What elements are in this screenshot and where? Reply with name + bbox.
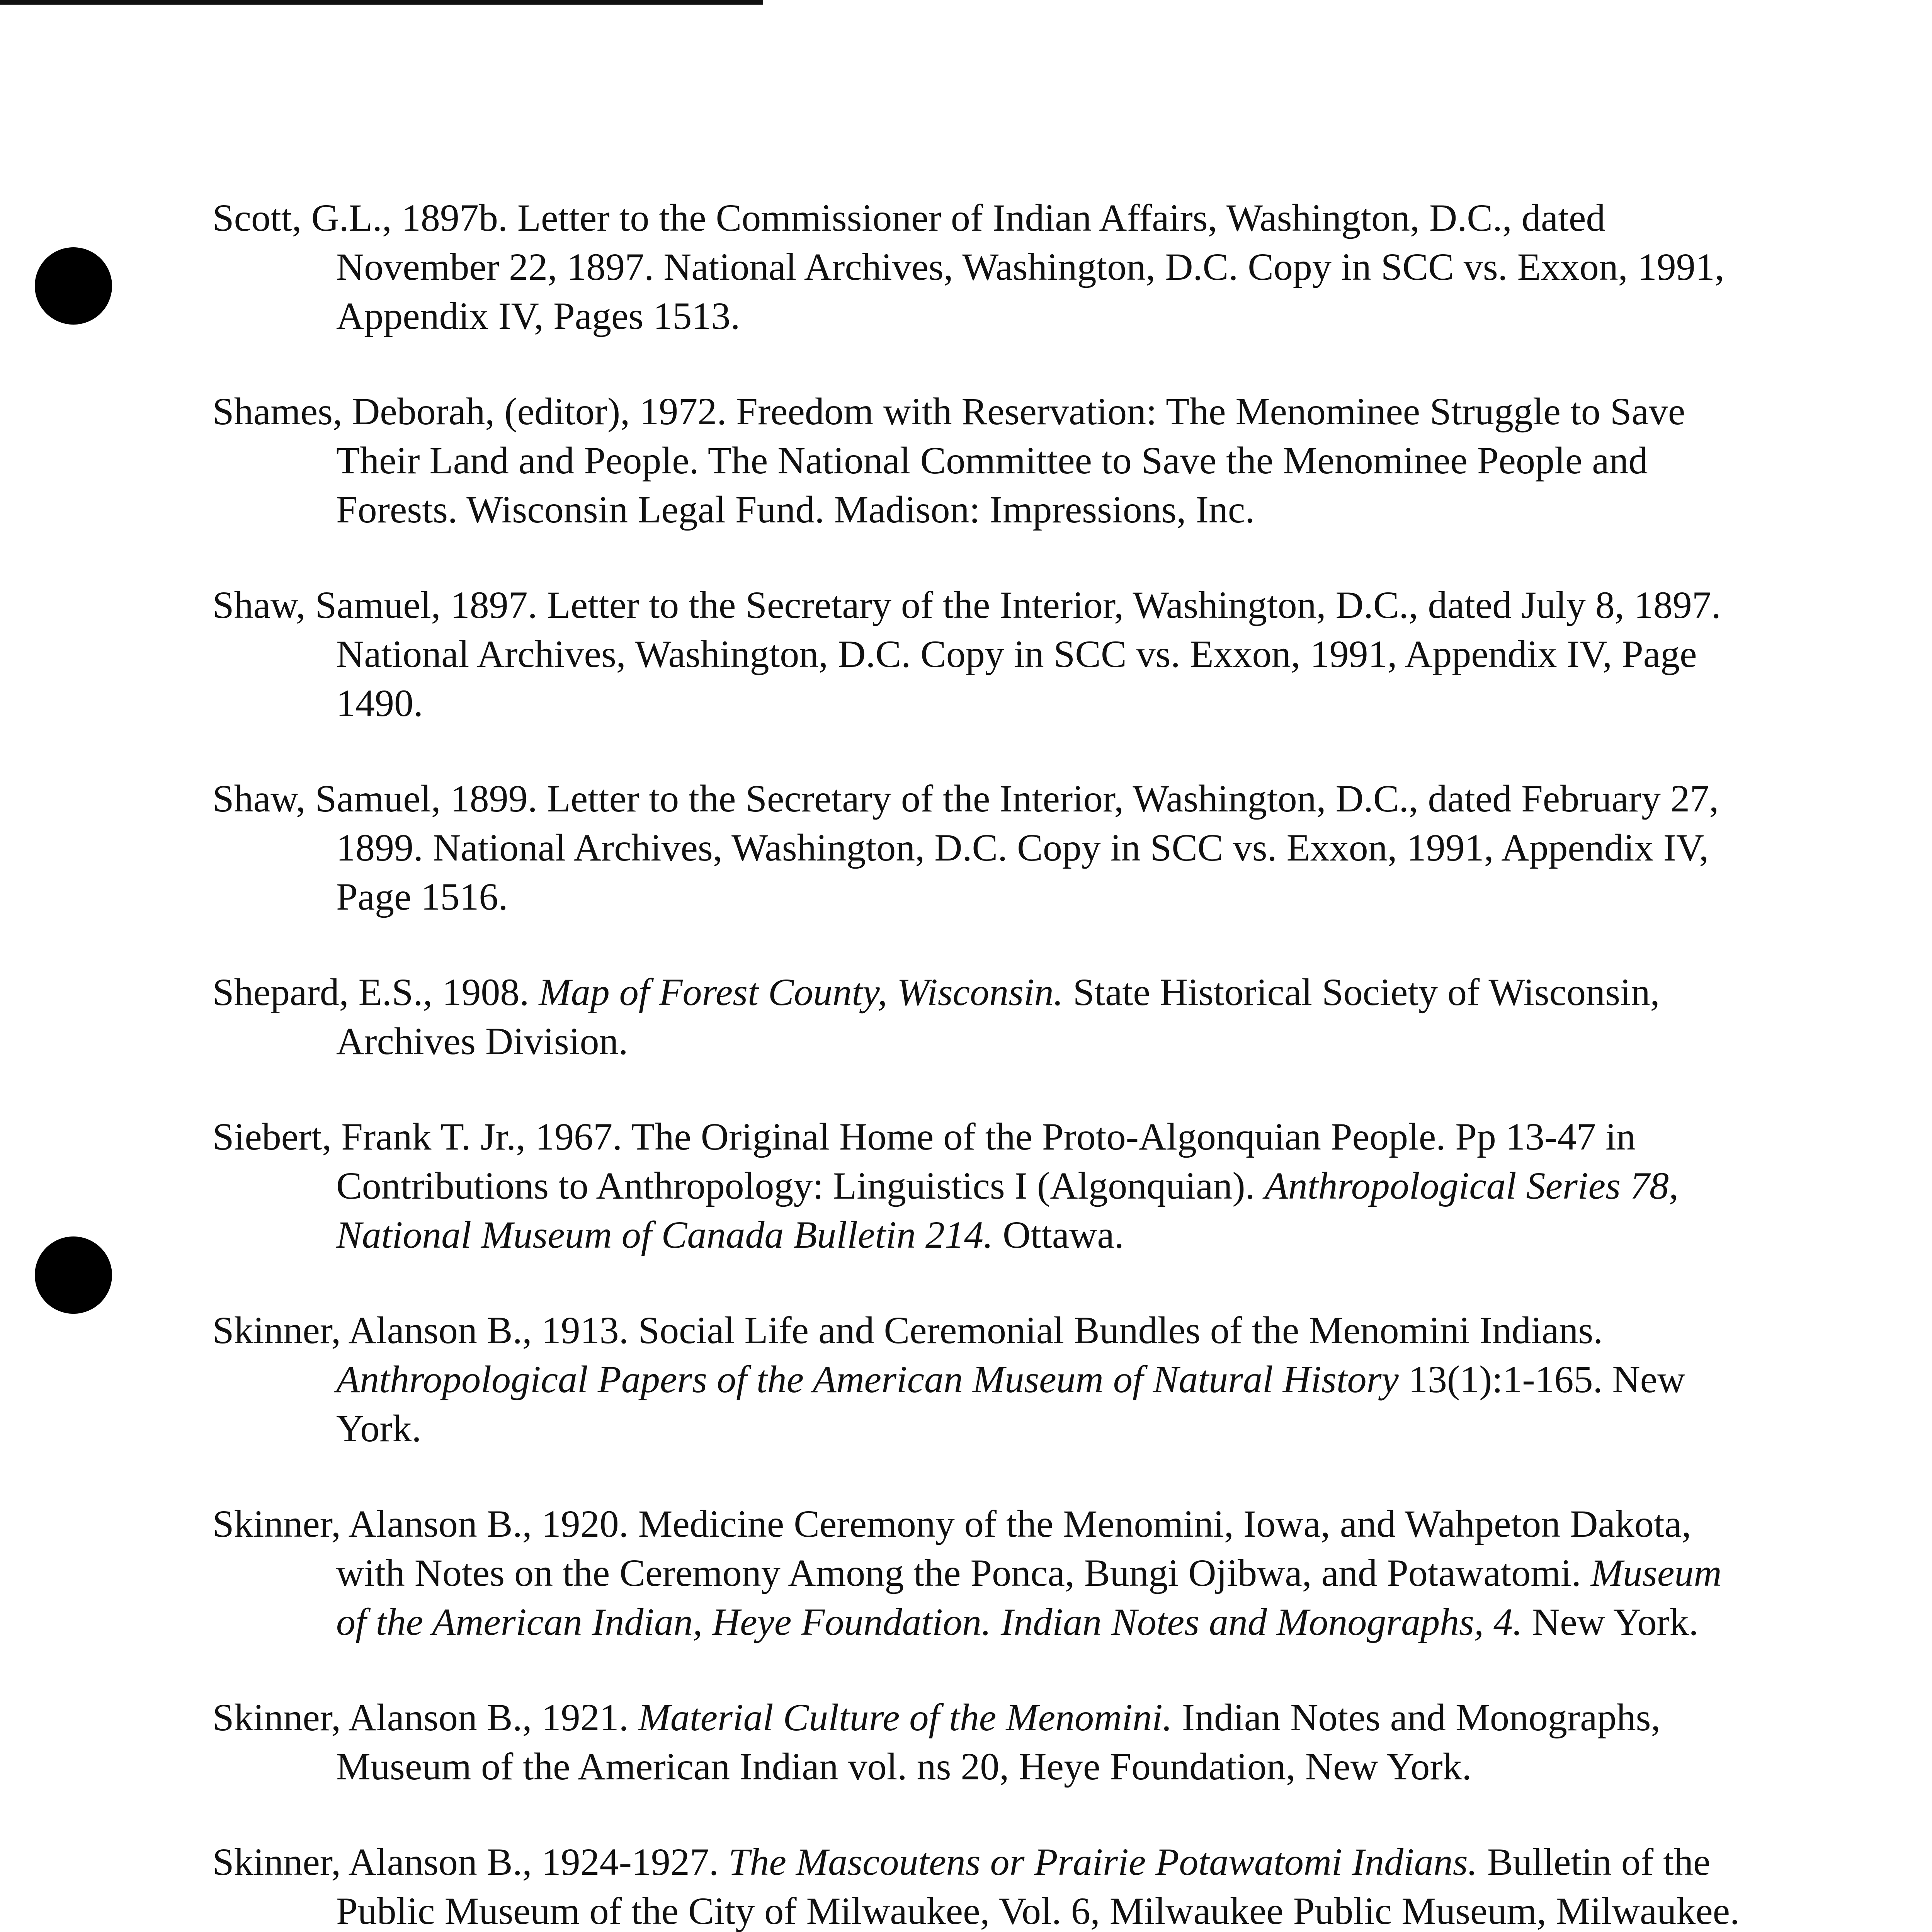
reference-entry [213, 774, 1750, 921]
reference-text: Shaw, Samuel, 1897. Letter to the Secretary of the Interior, Washington, D.C., dated July 8, 1897. National Archives, Washington, D.C. Copy in SCC vs. Exxon, 1991, Appendix IV, Page 1490. [213, 583, 1721, 724]
reference-italic-title: Anthropological Series 78, National Museum of Canada Bulletin 214. [336, 1164, 1679, 1256]
reference-text: 13(1):1-165. New York. [336, 1358, 1685, 1450]
reference-text: Skinner, Alanson B., 1924-1927. [213, 1840, 728, 1883]
reference-entry [213, 1837, 1750, 1932]
reference-entry [213, 1693, 1750, 1791]
reference-text: Shaw, Samuel, 1899. Letter to the Secretary of the Interior, Washington, D.C., dated February 27, 1899. National Archives, Washington, D.C. Copy in SCC vs. Exxon, 1991, Appendix IV, Page 1516. [213, 777, 1719, 918]
reference-text: Skinner, Alanson B., 1913. Social Life and Ceremonial Bundles of the Menomini Indians. [213, 1309, 1603, 1352]
reference-italic-title: Anthropological Papers of the American Museum of Natural History [336, 1358, 1399, 1401]
reference-text: Skinner, Alanson B., 1920. Medicine Ceremony of the Menomini, Iowa, and Wahpeton Dakota, with Notes on the Ceremony Among the Ponca, Bungi Ojibwa, and Potawatomi. [213, 1502, 1692, 1594]
reference-text: Shames, Deborah, (editor), 1972. Freedom with Reservation: The Menominee Struggle to Save Their Land and People. The National Committee to Save the Menominee People and Forests. Wisconsin Legal Fund. Madison: Impressions, Inc. [213, 390, 1685, 531]
binder-hole-top [35, 247, 112, 325]
reference-italic-title: Map of Forest County, Wisconsin. [539, 971, 1063, 1014]
binder-hole-middle [35, 1236, 112, 1314]
reference-text: Siebert, Frank T. Jr., 1967. The Original Home of the Proto-Algonquian People. Pp 13-47 in Contributions to Anthropology: Linguistics I (Algonquian). [213, 1115, 1636, 1207]
reference-text: Shepard, E.S., 1908. [213, 971, 539, 1014]
reference-text: Bulletin of the Public Museum of the City of Milwaukee, Vol. 6, Milwaukee Public Museum, Milwaukee. [336, 1840, 1740, 1932]
reference-text: State Historical Society of Wisconsin, Archives Division. [336, 971, 1660, 1063]
reference-entry [213, 193, 1750, 340]
reference-entry [213, 1499, 1750, 1646]
reference-text: Indian Notes and Monographs, Museum of the American Indian vol. ns 20, Heye Foundation, New York. [336, 1696, 1661, 1788]
reference-text: Ottawa. [993, 1213, 1124, 1256]
reference-italic-title: Material Culture of the Menomini. [638, 1696, 1172, 1739]
reference-list [213, 193, 1750, 1932]
reference-entry [213, 1112, 1750, 1259]
reference-text: Skinner, Alanson B., 1921. [213, 1696, 638, 1739]
reference-entry [213, 1306, 1750, 1453]
reference-text: New York. [1522, 1600, 1699, 1643]
top-edge-rule [0, 0, 763, 5]
reference-entry [213, 580, 1750, 728]
reference-entry [213, 968, 1750, 1066]
reference-italic-title: Museum of the American Indian, Heye Foundation. Indian Notes and Monographs, 4. [336, 1551, 1722, 1643]
reference-italic-title: The Mascoutens or Prairie Potawatomi Indians. [728, 1840, 1478, 1883]
reference-entry [213, 387, 1750, 534]
reference-text: Scott, G.L., 1897b. Letter to the Commissioner of Indian Affairs, Washington, D.C., dated November 22, 1897. National Archives, Washington, D.C. Copy in SCC vs. Exxon, 1991, Appendix IV, Pages 1513. [213, 196, 1725, 337]
